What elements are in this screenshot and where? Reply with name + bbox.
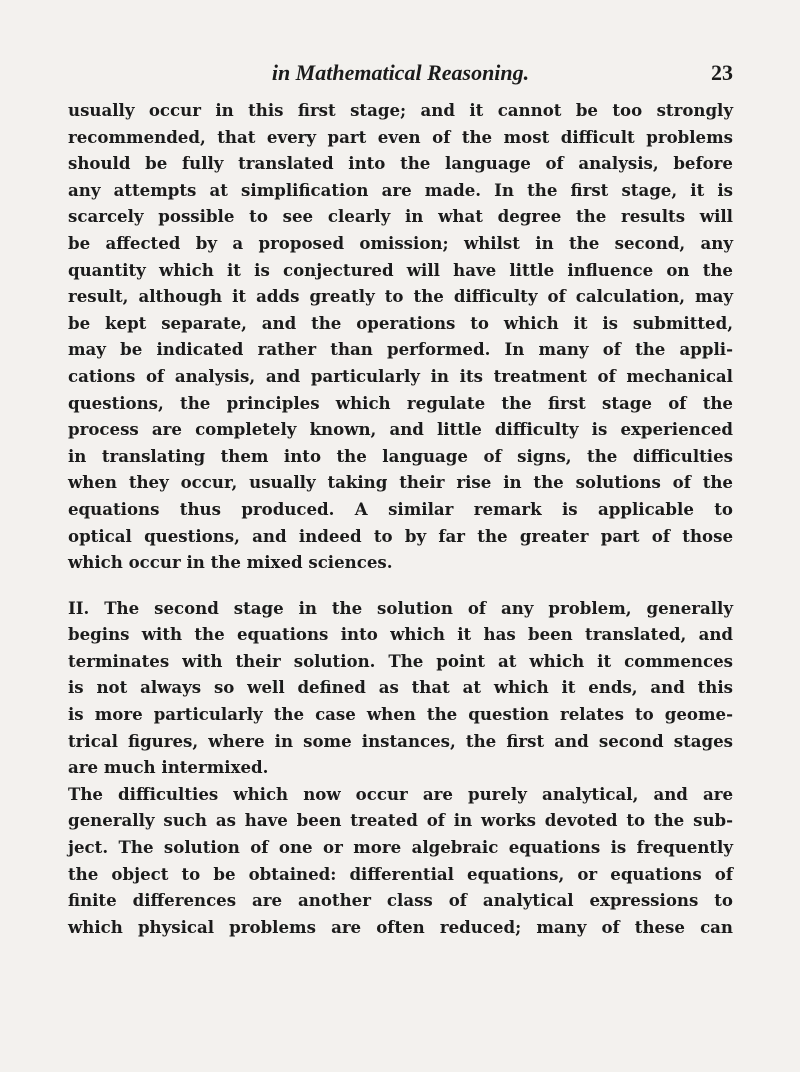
text-line: cations of analysis, and particularly in its treatment of mechanical bbox=[68, 365, 733, 386]
text-line: The difficulties which now occur are purely analytical, and are bbox=[68, 783, 733, 804]
text-line: be kept separate, and the operations to which it is submitted, bbox=[68, 312, 733, 333]
text-line: be affected by a proposed omission; whilst in the second, any bbox=[68, 232, 733, 253]
text-line: may be indicated rather than performed. In many of the appli- bbox=[68, 339, 733, 360]
text-line: questions, the principles which regulate the first stage of the bbox=[68, 392, 733, 413]
paragraph-gap bbox=[68, 576, 733, 595]
text-line: in translating them into the language of signs, the difficulties bbox=[68, 445, 733, 466]
text-line: optical questions, and indeed to by far the greater part of those bbox=[68, 525, 733, 546]
text-line: which occur in the mixed sciences. bbox=[68, 552, 393, 573]
text-line: finite differences are another class of analytical expressions to bbox=[68, 890, 733, 911]
text-line: recommended, that every part even of the most difficult problems bbox=[68, 126, 733, 147]
text-line: is not always so well defined as that at which it ends, and this bbox=[68, 677, 733, 698]
text-line: when they occur, usually taking their rise in the solutions of the bbox=[68, 472, 733, 493]
text-line: process are completely known, and little difficulty is experienced bbox=[68, 419, 733, 440]
text-line: quantity which it is conjectured will have little influence on the bbox=[68, 259, 733, 280]
text-line: scarcely possible to see clearly in what degree the results will bbox=[68, 206, 733, 227]
text-line: result, although it adds greatly to the difficulty of calculation, may bbox=[68, 286, 733, 307]
page-number: 23 bbox=[711, 60, 733, 85]
text-line: II. The second stage in the solution of any problem, generally bbox=[68, 597, 733, 618]
text-line: begins with the equations into which it has been translated, and bbox=[68, 624, 733, 645]
body-text bbox=[68, 97, 733, 940]
text-line: the object to be obtained: differential equations, or equations of bbox=[68, 863, 733, 884]
paragraph bbox=[68, 595, 733, 781]
text-line: is more particularly the case when the question relates to geome- bbox=[68, 704, 733, 725]
text-line: trical figures, where in some instances, the first and second stages bbox=[68, 730, 733, 751]
text-line: should be fully translated into the language of analysis, before bbox=[68, 153, 733, 174]
text-line: terminates with their solution. The point at which it commences bbox=[68, 650, 733, 671]
text-line: any attempts at simplification are made. In the first stage, it is bbox=[68, 179, 733, 200]
paragraph bbox=[68, 781, 733, 941]
running-head bbox=[68, 58, 733, 88]
text-line: generally such as have been treated of in works devoted to the sub- bbox=[68, 810, 733, 831]
running-head-title: in Mathematical Reasoning. bbox=[271, 60, 530, 85]
text-line: are much intermixed. bbox=[68, 757, 269, 778]
text-line: equations thus produced. A similar remark is applicable to bbox=[68, 498, 733, 519]
text-line: usually occur in this first stage; and it cannot be too strongly bbox=[68, 100, 733, 120]
text-line: ject. The solution of one or more algebraic equations is frequently bbox=[68, 837, 733, 858]
paragraph bbox=[68, 97, 733, 576]
text-line: which physical problems are often reduced; many of these can bbox=[68, 916, 733, 937]
